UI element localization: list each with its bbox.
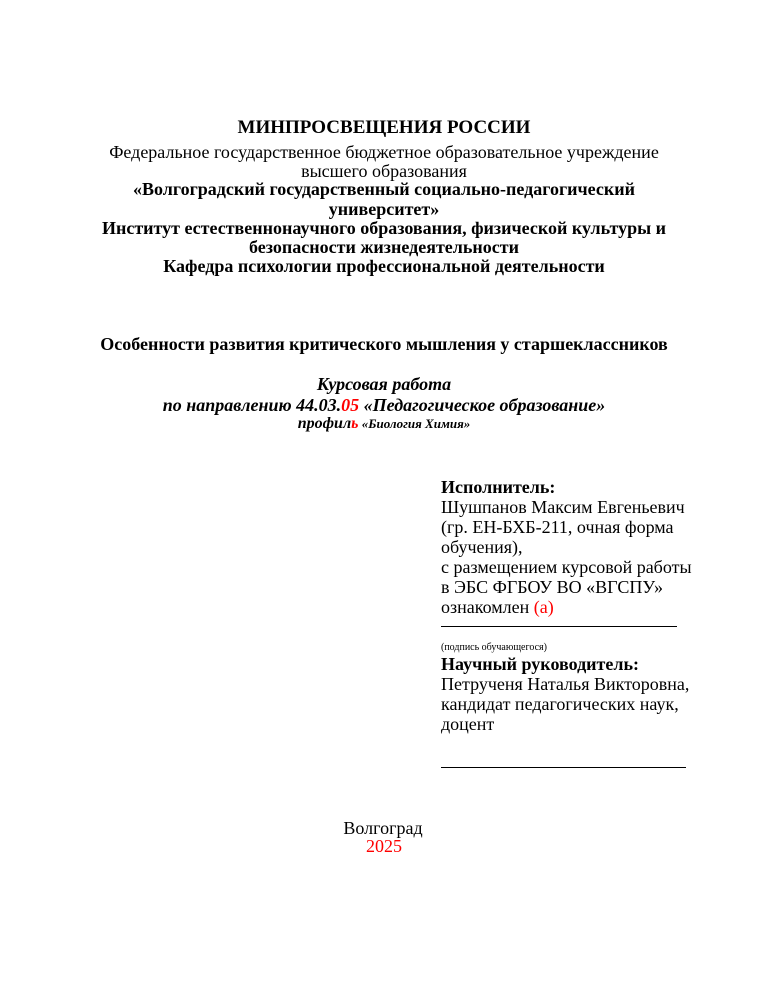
executor-block [441, 477, 731, 617]
department-heading: Кафедра психологии профессиональной деятельности [163, 256, 605, 276]
footer-city: Волгоград [343, 818, 423, 838]
executor-ebs-2: в ЭБС ФГБОУ ВО «ВГСПУ» [441, 577, 663, 597]
direction-line [0, 395, 768, 415]
direction-code: 05 [341, 395, 360, 415]
executor-group-1: (гр. ЕН-БХБ-211, очная форма [441, 517, 674, 537]
institute-line-1: Институт естественнонаучного образования, физической культуры и [101, 218, 667, 238]
supervisor-degree: кандидат педагогических наук, [441, 694, 679, 714]
institution-line-2: высшего образования [301, 161, 467, 181]
executor-name: Шушпанов Максим Евгеньевич [441, 497, 685, 517]
profile-value: «Биология Химия» [358, 416, 471, 431]
profile-line [0, 415, 768, 433]
direction-suffix: «Педагогическое образование» [359, 395, 606, 415]
executor-label: Исполнитель: [441, 477, 556, 497]
profile-prefix: профил [297, 415, 352, 432]
supervisor-name: Петрученя Наталья Викторовна, [441, 674, 690, 694]
profile-red-letter: ь [351, 415, 359, 432]
footer-year: 2025 [366, 836, 402, 856]
institute-line-2: безопасности жизнедеятельности [249, 237, 519, 257]
signature-note: (подпись обучающегося) [441, 642, 547, 653]
supervisor-block [441, 654, 731, 734]
executor-acquainted: ознакомлен (а) [441, 597, 554, 617]
direction-prefix: по направлению 44.03. [162, 395, 342, 415]
ministry-heading: МИНПРОСВЕЩЕНИЯ РОССИИ [237, 117, 531, 138]
work-type: Курсовая работа [316, 374, 452, 394]
executor-group-2: обучения), [441, 537, 523, 557]
executor-ebs-1: с размещением курсовой работы [441, 557, 692, 577]
executor-signature-line [441, 626, 677, 627]
supervisor-signature-line [441, 767, 686, 768]
university-line-2: университет» [328, 199, 440, 219]
work-title: Особенности развития критического мышления у старшеклассников [100, 334, 668, 354]
university-line-1: «Волгоградский государственный социально-педагогический [133, 179, 635, 199]
institution-line-1: Федеральное государственное бюджетное образовательное учреждение [109, 142, 659, 162]
supervisor-label: Научный руководитель: [441, 654, 639, 674]
supervisor-title: доцент [441, 714, 495, 734]
